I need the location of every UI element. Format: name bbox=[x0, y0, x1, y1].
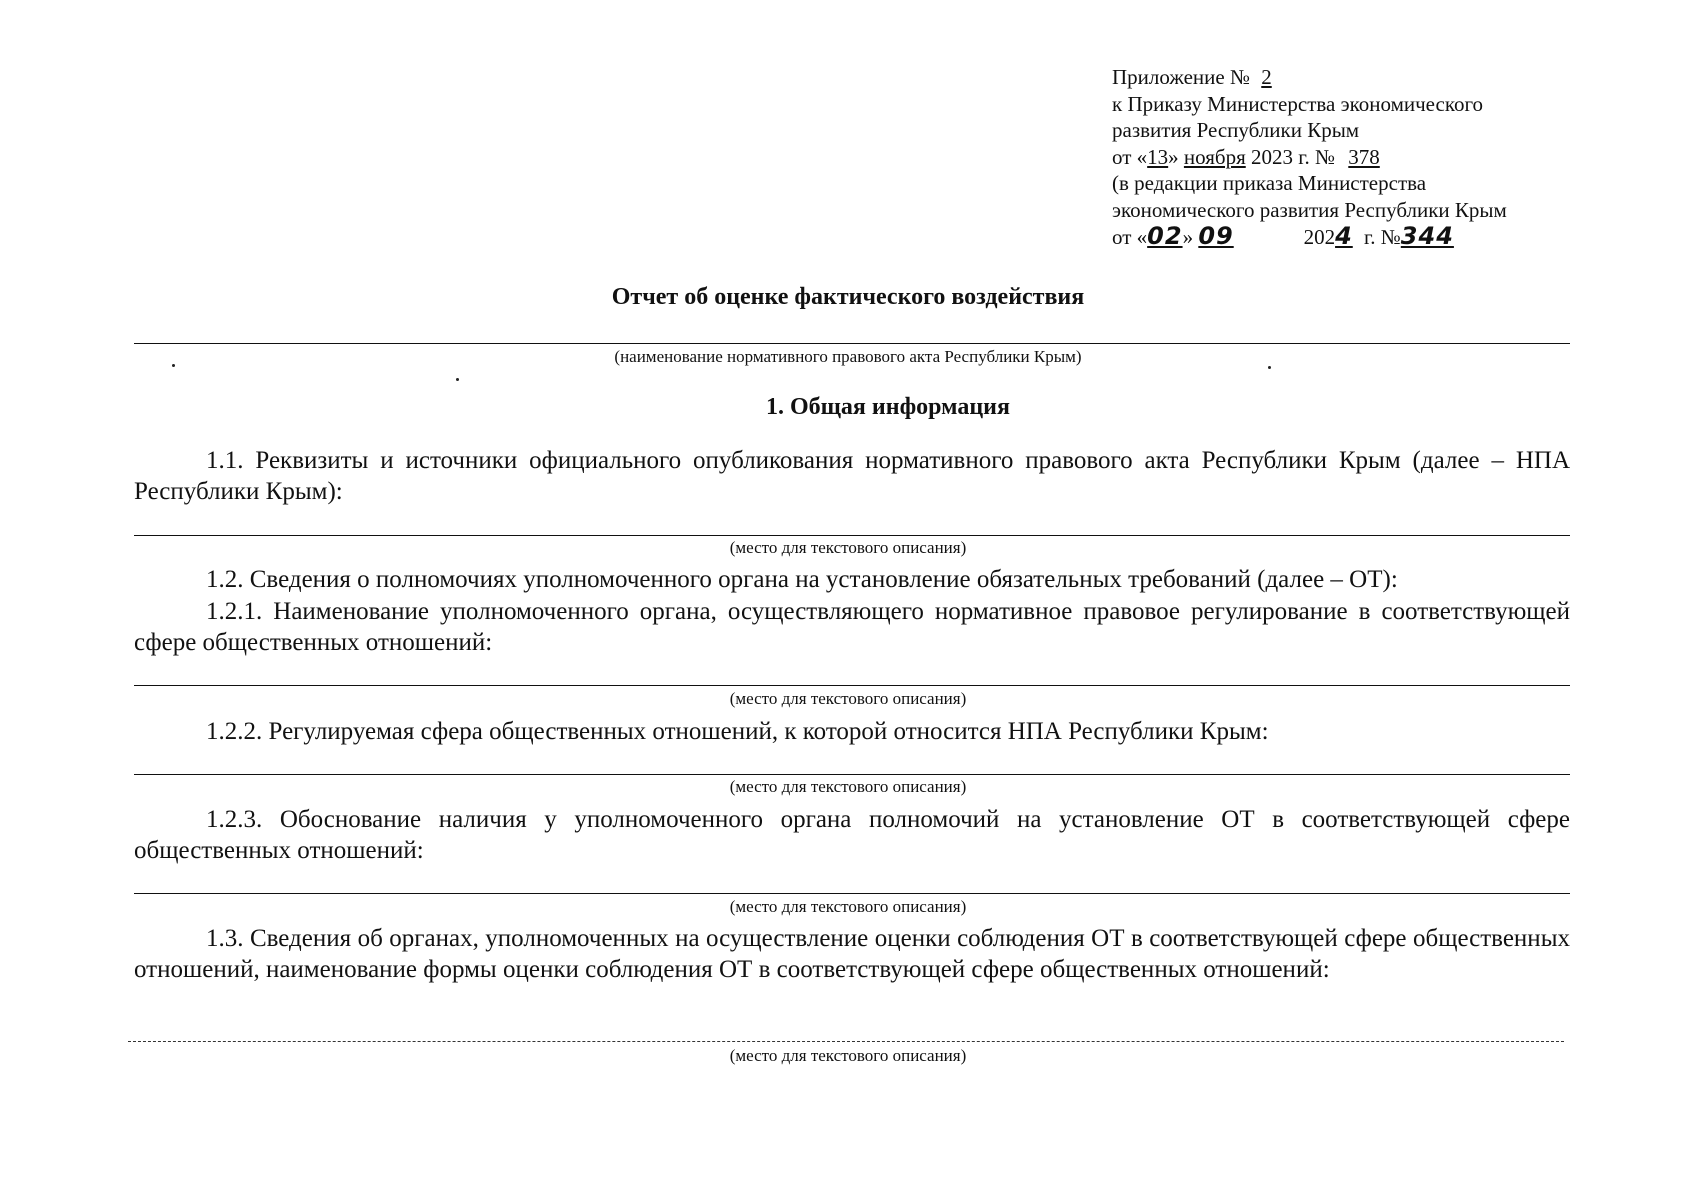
text-line-5 bbox=[128, 1041, 1564, 1042]
text-line-4 bbox=[134, 893, 1570, 894]
order-number: 378 bbox=[1348, 144, 1380, 169]
appendix-order-ref: к Приказу Министерства экономического bbox=[1112, 91, 1484, 116]
paragraph-1-1: 1.1. Реквизиты и источники официального опубликования нормативного правового акта Республики Крым (далее – НПА Республики Крым): bbox=[134, 447, 1570, 505]
document-title: Отчет об оценке фактического воздействия bbox=[611, 284, 1085, 310]
text-placeholder-caption-1: (место для текстового описания) bbox=[729, 538, 967, 557]
scan-speck bbox=[1268, 366, 1271, 369]
paragraph-1-2-1: 1.2.1. Наименование уполномоченного органа, осуществляющего нормативное правовое регулирование в соответствующей сфере общественных отношений: bbox=[134, 598, 1570, 656]
text-placeholder-caption-5: (место для текстового описания) bbox=[729, 1046, 967, 1065]
revision-number-handwritten: 344 bbox=[1400, 222, 1454, 250]
revision-month-handwritten: 09 bbox=[1198, 222, 1234, 250]
scan-speck bbox=[456, 378, 459, 381]
text-line-2 bbox=[134, 685, 1570, 686]
section-1-title: 1. Общая информация bbox=[766, 394, 1010, 420]
text-placeholder-caption-3: (место для текстового описания) bbox=[729, 777, 967, 796]
revision-year-digit-handwritten: 4 bbox=[1335, 222, 1353, 250]
appendix-header bbox=[1112, 64, 1582, 251]
act-name-line bbox=[134, 343, 1570, 344]
order-day: 13 bbox=[1147, 144, 1169, 169]
appendix-ministry: развития Республики Крым bbox=[1112, 118, 1360, 142]
act-name-caption: (наименование нормативного правового акта Республики Крым) bbox=[614, 347, 1082, 366]
scan-speck bbox=[172, 364, 175, 367]
paragraph-1-3: 1.3. Сведения об органах, уполномоченных на осуществление оценки соблюдения ОТ в соответствующей сфере общественных отношений, наименование формы оценки соблюдения ОТ в соответствующей сфере общественных отношений: bbox=[134, 925, 1570, 983]
paragraph-1-2-2: 1.2.2. Регулируемая сфера общественных отношений, к которой относится НПА Республики Крым: bbox=[206, 718, 1269, 745]
appendix-order-date: от «13» ноября 2023 г. № 378 bbox=[1112, 144, 1380, 169]
paragraph-1-2: 1.2. Сведения о полномочиях уполномоченного органа на установление обязательных требований (далее – ОТ): bbox=[206, 566, 1398, 593]
appendix-revision-date: от «02» 09 2024 г. №344 bbox=[1112, 223, 1582, 251]
appendix-revision-ministry: экономического развития Республики Крым bbox=[1112, 197, 1507, 222]
paragraph-1-2-3: 1.2.3. Обоснование наличия у уполномоченного органа полномочий на установление ОТ в соответствующей сфере общественных отношений: bbox=[134, 806, 1570, 864]
appendix-number: 2 bbox=[1261, 65, 1272, 89]
revision-day-handwritten: 02 bbox=[1147, 222, 1183, 250]
appendix-revision-note: (в редакции приказа Министерства bbox=[1112, 171, 1427, 195]
text-placeholder-caption-4: (место для текстового описания) bbox=[729, 897, 967, 916]
appendix-number-line: Приложение № 2 bbox=[1112, 64, 1582, 91]
text-line-3 bbox=[134, 774, 1570, 775]
text-placeholder-caption-2: (место для текстового описания) bbox=[729, 689, 967, 708]
order-month: ноября bbox=[1183, 144, 1246, 169]
text-line-1 bbox=[134, 535, 1570, 536]
